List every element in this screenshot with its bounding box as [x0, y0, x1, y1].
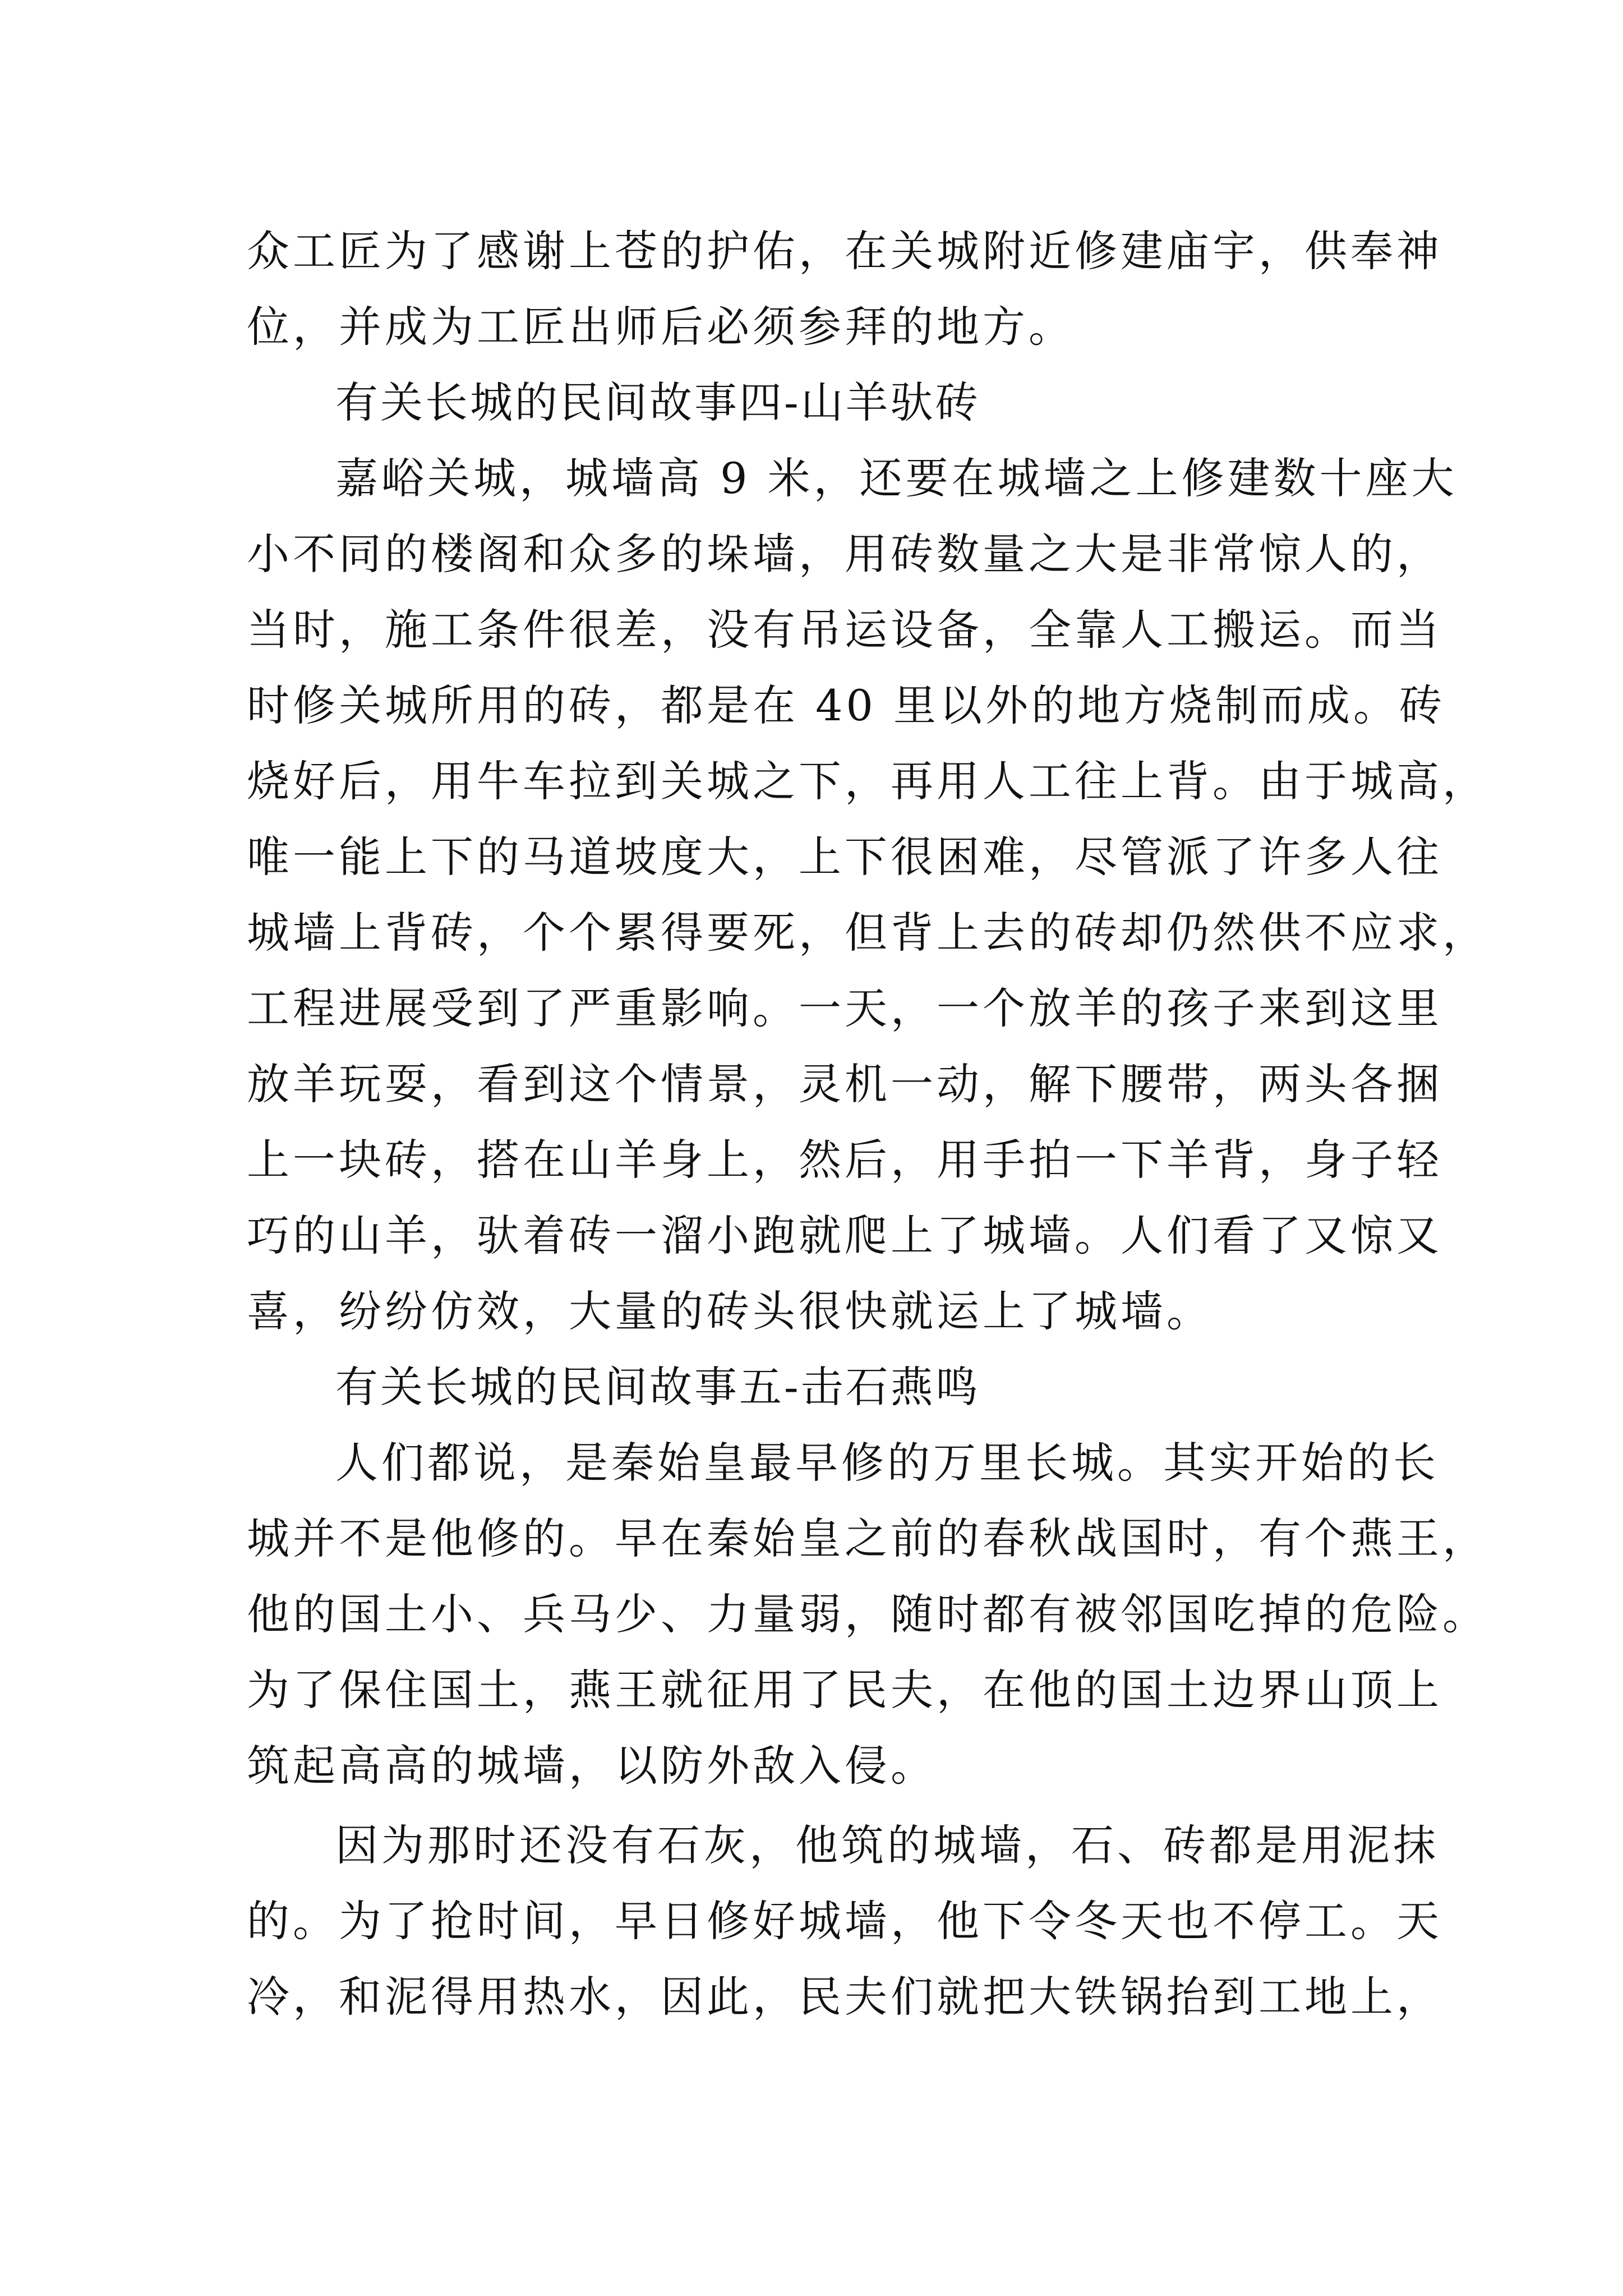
section-heading: 有关长城的民间故事四-山羊驮砖 — [335, 378, 980, 427]
text-line: 唯一能上下的马道坡度大，上下很困难，尽管派了许多人往 — [247, 832, 1442, 882]
text-line: 嘉峪关城，城墙高 9 米，还要在城墙之上修建数十座大 — [335, 453, 1458, 503]
text-line: 为了保住国土，燕王就征用了民夫，在他的国土边界山顶上 — [247, 1665, 1442, 1715]
text-line: 城并不是他修的。早在秦始皇之前的春秋战国时，有个燕王， — [247, 1513, 1488, 1563]
text-line: 城墙上背砖，个个累得要死，但背上去的砖却仍然供不应求， — [247, 908, 1488, 958]
text-line: 冷，和泥得用热水，因此，民夫们就把大铁锅抬到工地上， — [247, 1972, 1442, 2022]
text-line: 上一块砖，搭在山羊身上，然后，用手拍一下羊背，身子轻 — [247, 1135, 1442, 1185]
text-line: 小不同的楼阁和众多的垛墙，用砖数量之大是非常惊人的， — [247, 529, 1442, 579]
text-line: 因为那时还没有石灰，他筑的城墙，石、砖都是用泥抹 — [335, 1820, 1439, 1870]
section-heading: 有关长城的民间故事五-击石燕鸣 — [335, 1362, 980, 1412]
text-line: 筑起高高的城墙，以防外敌入侵。 — [247, 1741, 937, 1791]
text-line: 工程进展受到了严重影响。一天，一个放羊的孩子来到这里 — [247, 983, 1442, 1033]
text-line: 众工匠为了感谢上苍的护佑，在关城附近修建庙宇，供奉神 — [247, 226, 1442, 276]
text-line: 时修关城所用的砖，都是在 40 里以外的地方烧制而成。砖 — [247, 680, 1446, 730]
text-line: 喜，纷纷仿效，大量的砖头很快就运上了城墙。 — [247, 1286, 1212, 1336]
text-line: 放羊玩耍，看到这个情景，灵机一动，解下腰带，两头各捆 — [247, 1059, 1442, 1109]
text-line: 当时，施工条件很差，没有吊运设备，全靠人工搬运。而当 — [247, 605, 1442, 655]
text-line: 烧好后，用牛车拉到关城之下，再用人工往上背。由于城高， — [247, 756, 1488, 806]
text-line: 位，并成为工匠出师后必须参拜的地方。 — [247, 302, 1075, 352]
text-line: 的。为了抢时间，早日修好城墙，他下令冬天也不停工。天 — [247, 1896, 1442, 1946]
text-line: 他的国土小、兵马少、力量弱，随时都有被邻国吃掉的危险。 — [247, 1589, 1488, 1639]
text-line: 巧的山羊，驮着砖一溜小跑就爬上了城墙。人们看了又惊又 — [247, 1211, 1442, 1260]
text-line: 人们都说，是秦始皇最早修的万里长城。其实开始的长 — [335, 1438, 1439, 1488]
